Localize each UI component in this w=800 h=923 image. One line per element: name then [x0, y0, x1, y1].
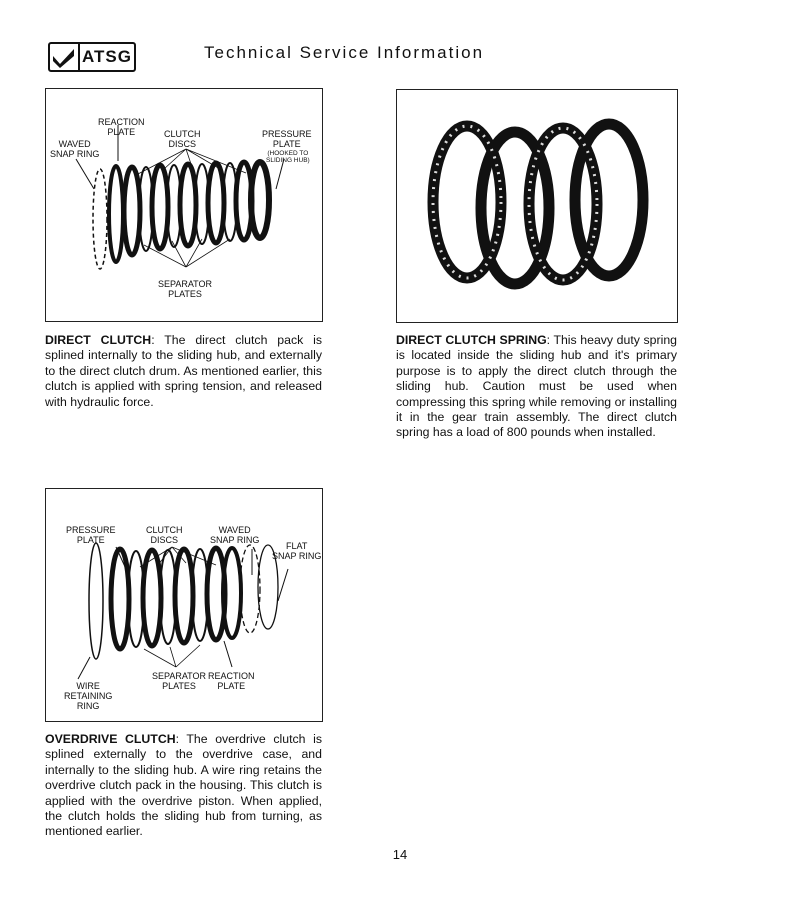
label-od-pressure-plate: PRESSURE PLATE	[66, 525, 116, 545]
direct-clutch-spring-text: : This heavy duty spring is located inside the sliding hub and it's primary purpose is to apply the direct clutch through the sliding hub. Caution must be used when compressing this spring while removing or installing it in the gear train assembly. The direct clutch spring has a load of 800 pounds when installed.	[396, 333, 678, 440]
label-pressure-plate-note: (HOOKED TO SLIDING HUB)	[266, 150, 310, 164]
label-pressure-plate: PRESSURE PLATE	[262, 129, 312, 149]
label-od-separator-plates: SEPARATOR PLATES	[152, 671, 207, 691]
direct-clutch-spring-description	[396, 333, 677, 441]
label-od-flat-snap-ring: FLAT SNAP RING	[272, 541, 322, 561]
label-separator-plates: SEPARATOR PLATES	[158, 279, 213, 299]
atsg-logo	[48, 42, 136, 72]
figure-overdrive-clutch	[45, 488, 323, 722]
figure-direct-clutch-spring	[396, 89, 678, 323]
label-od-reaction-plate: REACTION PLATE	[208, 671, 255, 691]
direct-clutch-description	[45, 333, 322, 410]
direct-clutch-spring-heading: DIRECT CLUTCH SPRING	[396, 333, 547, 347]
label-reaction-plate: REACTION PLATE	[98, 117, 145, 137]
page-header-title: Technical Service Information	[204, 43, 485, 62]
overdrive-clutch-heading: OVERDRIVE CLUTCH	[45, 732, 176, 746]
coil-spring-illustration	[397, 90, 677, 322]
label-waved-snap-ring: WAVED SNAP RING	[50, 139, 100, 159]
label-od-wire-retaining-ring: WIRE RETAINING RING	[64, 681, 113, 711]
page-number: 14	[392, 847, 408, 862]
overdrive-clutch-description	[45, 732, 322, 840]
direct-clutch-heading: DIRECT CLUTCH	[45, 333, 152, 347]
label-od-clutch-discs: CLUTCH DISCS	[146, 525, 183, 545]
logo-check-icon	[50, 44, 80, 70]
label-clutch-discs: CLUTCH DISCS	[164, 129, 201, 149]
overdrive-clutch-text: : The overdrive clutch is splined externally to the overdrive case, and internally to the sliding hub. A wire ring retains the overdrive clutch pack in the housing. This clutch is applied with the overdrive piston. When applied, the clutch holds the sliding hub from turning, as mentioned earlier.	[45, 732, 322, 839]
label-od-waved-snap-ring: WAVED SNAP RING	[210, 525, 260, 545]
logo-text: ATSG	[82, 47, 132, 66]
figure-direct-clutch	[45, 88, 323, 322]
direct-clutch-text: : The direct clutch pack is splined internally to the sliding hub, and externally to the direct clutch drum. As mentioned earlier, this clutch is applied with spring tension, and released with hydraulic force.	[45, 333, 323, 409]
